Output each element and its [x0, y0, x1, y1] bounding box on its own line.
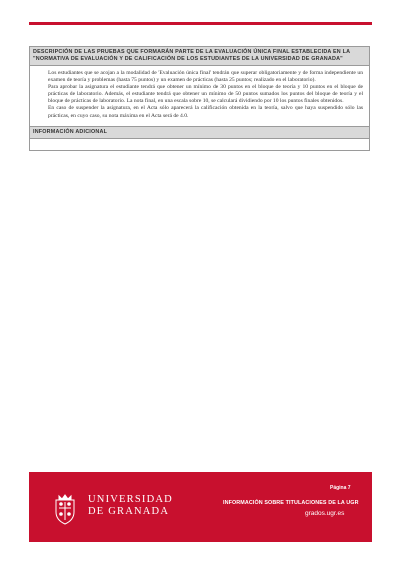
- section-body-informacion-adicional: [30, 139, 369, 150]
- university-wordmark: [88, 494, 173, 518]
- top-accent-rule: [29, 22, 372, 25]
- university-name-line1: UNIVERSIDAD: [88, 494, 173, 505]
- university-name-line2: DE GRANADA: [88, 506, 170, 517]
- paragraph: Para aprobar la asignatura el estudiante tendrá que obtener un mínimo de 30 puntos en el bloque de teoría y 10 puntos en el bloque de prácticas de laboratorio. Además, el estudiante tendrá que obtener un mínimo de 50 puntos sumados los puntos del bloque de teoría y el bloque de prácticas de laboratorio. La nota final, en una escala sobre 10, se calculará dividiendo por 10 los puntos finales obtenidos.: [48, 84, 363, 105]
- university-crest-icon: [52, 492, 78, 526]
- evaluation-table: [29, 46, 370, 151]
- paragraph: En caso de suspender la asignatura, en el Acta sólo aparecerá la calificación obtenida en la teoría, salvo que haya suspendido sólo las prácticas, en cuyo caso, su nota máxima en el Acta será de 4.0.: [48, 105, 363, 119]
- section-heading-evaluacion-unica: DESCRIPCIÓN DE LAS PRUEBAS QUE FORMARÁN PARTE DE LA EVALUACIÓN ÚNICA FINAL ESTABLECIDA EN LA "NORMATIVA DE EVALUACIÓN Y DE CALIFICACIÓN DE LOS ESTUDIANTES DE LA UNIVERSIDAD DE GRANADA": [30, 47, 369, 66]
- section-body-evaluacion-unica: [30, 66, 369, 126]
- paragraph: Los estudiantes que se acojan a la modalidad de 'Evaluación única final' tendrán que superar obligatoriamente y de forma independiente un examen de teoría y problemas (hasta 75 puntos) y un examen de prácticas (hasta 25 puntos; realizado en el laboratorio).: [48, 70, 363, 84]
- page-number: Página 7: [330, 485, 351, 491]
- footer-band: [29, 472, 372, 542]
- section-heading-informacion-adicional: INFORMACIÓN ADICIONAL: [30, 126, 369, 139]
- grados-link[interactable]: grados.ugr.es: [305, 510, 345, 517]
- footer-info-text: INFORMACIÓN SOBRE TITULACIONES DE LA UGR: [223, 500, 359, 506]
